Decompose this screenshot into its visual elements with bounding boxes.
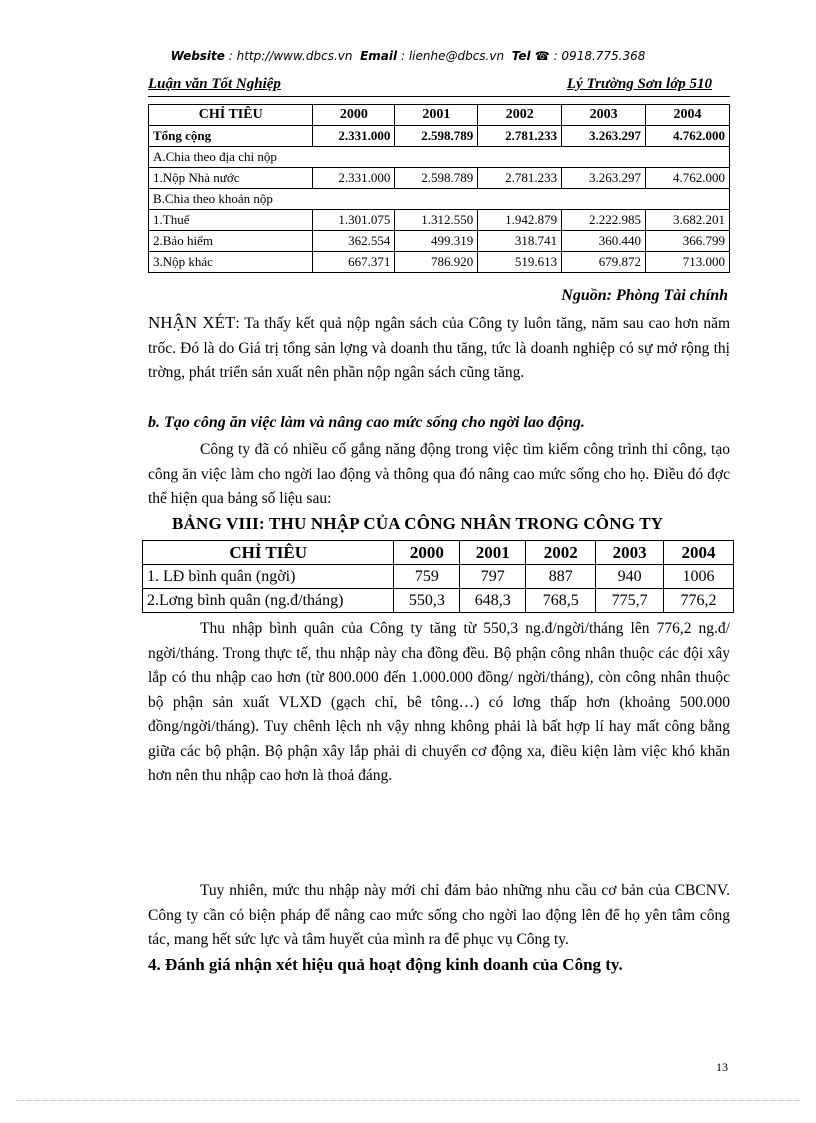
cell-value: 1006: [664, 565, 734, 589]
cell-value: 360.440: [562, 231, 646, 252]
tel-label: Tel ☎: [511, 49, 550, 63]
cell-value: 776,2: [664, 589, 734, 613]
row-label: 1.Thuế: [149, 210, 313, 231]
email-label: Email: [360, 49, 398, 63]
nhanxet-label: NHẬN XÉT: [148, 313, 236, 332]
cell-value: 1.312.550: [395, 210, 478, 231]
header-cell: 2000: [394, 541, 460, 565]
table-header-row: [143, 541, 734, 565]
table-header-row: [149, 105, 730, 126]
cell-value: 3.263.297: [562, 126, 646, 147]
header-cell: CHỈ TIÊU: [143, 541, 394, 565]
table-row: [143, 565, 734, 589]
nhanxet-text: : Ta thấy kết quả nộp ngân sách của Công ty luôn tăng, năm sau cao hơn năm trốc. Đó là do Giá trị tổng sản lợng và doanh thu tăng, tức là doanh nghiệp có sự mở rộng thị trờng, phát triển sản xuất nên phần nộp ngân sách cũng tăng.: [148, 315, 731, 381]
cell-value: 2.781.233: [478, 168, 562, 189]
header-cell: 2001: [395, 105, 478, 126]
cell-value: 362.554: [313, 231, 395, 252]
cell-value: 550,3: [394, 589, 460, 613]
cell-value: 713.000: [646, 252, 730, 273]
cell-value: 667.371: [313, 252, 395, 273]
budget-table: [148, 104, 730, 273]
tel-value: : 0918.775.368: [553, 49, 646, 63]
cell-value: 4.762.000: [646, 168, 730, 189]
website-label: Website: [170, 49, 225, 63]
table-source: Nguồn: Phòng Tài chính: [561, 287, 728, 304]
running-header: [148, 76, 730, 97]
header-cell: 2002: [478, 105, 562, 126]
cell-value: 2.331.000: [313, 126, 395, 147]
section-label: A.Chia theo địa chỉ nộp: [149, 147, 730, 168]
table-row-total: [149, 126, 730, 147]
cell-value: 1.301.075: [313, 210, 395, 231]
header-cell: 2004: [646, 105, 730, 126]
thesis-title: Luận văn Tốt Nghiệp: [148, 76, 281, 92]
income-paragraph: Thu nhập bình quân của Công ty tăng từ 550,3 ng.đ/ngời/tháng lên 776,2 ng.đ/ ngời/tháng. Trong thực tế, thu nhập này cha đồng đều. Bộ phận công nhân thuộc các đội xây lắp có thu nhập cao hơn (từ 800.000 đến 1.000.000 đồng/ ngời/tháng), còn công nhân thuộc bộ phận sản xuất VLXD (gạch chỉ, bê tông…) có lơng thấp hơn (khoảng 500.000 đồng/ngời/tháng). Tuy chênh lệch nh vậy nhng không phải là bất hợp lí hay mất công bằng giữa các bộ phận. Bộ phận xây lắp phải di chuyển cơ động xa, điều kiện làm việc khó khăn hơn nên thu nhập cao hơn là thoả đáng.: [148, 620, 730, 784]
cell-value: 1.942.879: [478, 210, 562, 231]
table-row: [149, 168, 730, 189]
row-label: 1. LĐ bình quân (ngời): [143, 565, 394, 589]
website-header: [0, 49, 816, 63]
header-cell: CHỈ TIÊU: [149, 105, 313, 126]
row-label: 1.Nộp Nhà nước: [149, 168, 313, 189]
cell-value: 3.682.201: [646, 210, 730, 231]
page-number: 13: [716, 1060, 728, 1074]
cell-value: 366.799: [646, 231, 730, 252]
row-label: Tổng cộng: [149, 126, 313, 147]
cell-value: 887: [526, 565, 596, 589]
cell-value: 768,5: [526, 589, 596, 613]
cell-value: 519.613: [478, 252, 562, 273]
cell-value: 318.741: [478, 231, 562, 252]
row-label: 2.Bảo hiểm: [149, 231, 313, 252]
table-row: [149, 231, 730, 252]
cell-value: 2.222.985: [562, 210, 646, 231]
cell-value: 2.598.789: [395, 126, 478, 147]
paragraph-b: Công ty đã có nhiều cố gắng năng động trong việc tìm kiếm công trình thi công, tạo công ăn việc làm cho ngời lao động và thông qua đó nâng cao mức sống cho họ. Điều đó đợc thể hiện qua bảng số liệu sau:: [148, 441, 730, 507]
table-row: [149, 252, 730, 273]
section-row-a: [149, 147, 730, 168]
header-cell: 2003: [562, 105, 646, 126]
cell-value: 679.872: [562, 252, 646, 273]
cell-value: 775,7: [596, 589, 664, 613]
income-table-title: BẢNG VIII: THU NHẬP CỦA CÔNG NHÂN TRONG CÔNG TY: [172, 514, 664, 533]
cell-value: 786.920: [395, 252, 478, 273]
nhanxet-paragraph: [148, 311, 730, 386]
footer-divider: [16, 1100, 800, 1101]
section-heading-b: b. Tạo công ăn việc làm và nâng cao mức sống cho ngời lao động.: [148, 414, 585, 431]
cell-value: 3.263.297: [562, 168, 646, 189]
row-label: 3.Nộp khác: [149, 252, 313, 273]
cell-value: 2.781.233: [478, 126, 562, 147]
row-label: 2.Lơng bình quân (ng.đ/tháng): [143, 589, 394, 613]
cell-value: 797: [460, 565, 526, 589]
cell-value: 499.319: [395, 231, 478, 252]
cell-value: 2.331.000: [313, 168, 395, 189]
header-cell: 2002: [526, 541, 596, 565]
cell-value: 648,3: [460, 589, 526, 613]
however-paragraph: Tuy nhiên, mức thu nhập này mới chỉ đảm bảo những nhu cầu cơ bản của CBCNV. Công ty cần có biện pháp để nâng cao mức sống cho ngời lao động lên để họ yên tâm công tác, mang hết sức lực và tâm huyết của mình ra để phục vụ Công ty.: [148, 882, 730, 948]
cell-value: 4.762.000: [646, 126, 730, 147]
header-cell: 2000: [313, 105, 395, 126]
table-row: [149, 210, 730, 231]
header-cell: 2003: [596, 541, 664, 565]
header-cell: 2004: [664, 541, 734, 565]
author-name: Lý Trường Sơn lớp 510: [566, 76, 712, 92]
income-table: [142, 540, 734, 613]
header-cell: 2001: [460, 541, 526, 565]
section-label: B.Chia theo khoản nộp: [149, 189, 730, 210]
section-heading-4: 4. Đánh giá nhận xét hiệu quả hoạt động kinh doanh của Công ty.: [148, 955, 623, 974]
website-url: : http://www.dbcs.vn: [228, 49, 353, 63]
section-row-b: [149, 189, 730, 210]
cell-value: 2.598.789: [395, 168, 478, 189]
email-value: : lienhe@dbcs.vn: [400, 49, 505, 63]
cell-value: 940: [596, 565, 664, 589]
table-row: [143, 589, 734, 613]
cell-value: 759: [394, 565, 460, 589]
